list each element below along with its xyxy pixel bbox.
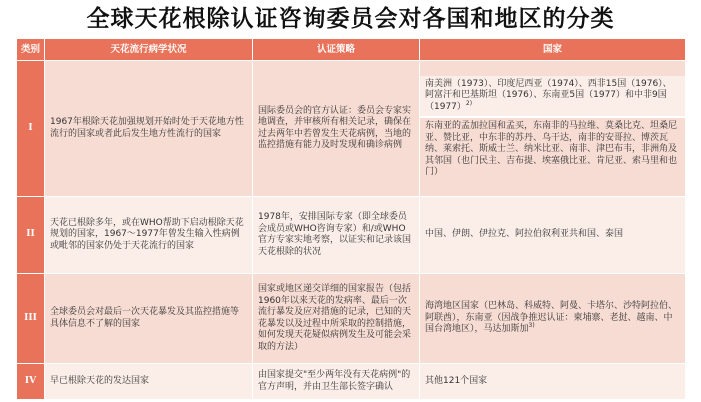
header-strategy: 认证策略 xyxy=(253,39,420,61)
status-cell: 早已根除天花的发达国家 xyxy=(45,364,253,400)
header-countries: 国家 xyxy=(420,39,686,61)
category-cell: II xyxy=(17,197,45,274)
strategy-cell: 由国家提交"至少两年没有天花病例"的官方声明，并由卫生部长签字确认 xyxy=(253,364,420,400)
countries-cell: 中国、伊朗、伊拉克、阿拉伯叙利亚共和国、泰国 xyxy=(420,197,686,274)
category-cell: III xyxy=(17,274,45,364)
strategy-cell: 国际委员会的官方认证：委员会专家实地调查，并审核所有相关记录，确保在过去两年中若曾发生天花病例，当地的监控措施有能力及时发现和确诊病例 xyxy=(253,61,420,197)
status-cell: 1967年根除天花加强规划开始时处于天花地方性流行的国家或者此后发生地方性流行的国家 xyxy=(45,61,253,197)
countries-text: 南美洲（1973）、印度尼西亚（1974）、西非15国（1976）、阿富汗和巴基斯坦（1976）、东南亚5国（1977）和中非9国（1977） xyxy=(425,78,672,112)
footnote-mark: 3) xyxy=(528,322,535,330)
classification-table xyxy=(16,38,686,400)
category-cell: I xyxy=(17,61,45,197)
footnote-mark: 2) xyxy=(465,99,473,107)
table-row xyxy=(17,364,686,400)
table-row xyxy=(17,61,686,197)
header-status: 天花流行病学状况 xyxy=(45,39,253,61)
table-row xyxy=(17,197,686,274)
countries-cell: 其他121个国家 xyxy=(420,364,686,400)
countries-subcell-b: 东南亚的孟加拉国和孟买，东南非的马拉维、莫桑比克、坦桑尼亚、赞比亚，中东非的苏丹、乌干达，南非的安哥拉、博茨瓦纳、莱索托、斯威士兰、纳米比亚、南非、津巴布韦，非洲角及其邻国（也门民主、吉布提、埃塞俄比亚、肯尼亚、索马里和也门） xyxy=(420,118,685,182)
header-row xyxy=(17,39,686,61)
status-cell: 全球委员会对最后一次天花暴发及其监控措施等具体信息不了解的国家 xyxy=(45,274,253,364)
strategy-cell: 国家或地区递交详细的国家报告（包括1960年以来天花的发病率、最后一次流行暴发及应对措施的记录，已知的天花暴发以及过程中所采取的控制措施，如何发现天花疑似病例发生及可能会采取的方法） xyxy=(253,274,420,364)
countries-text: 海湾地区国家（巴林岛、科威特、阿曼、卡塔尔、沙特阿拉伯、阿联酋），东南亚（因战争推迟认证：柬埔寨、老挝、越南、中国台湾地区），马达加斯加 xyxy=(425,301,678,335)
countries-subcell-a xyxy=(420,76,685,119)
status-cell: 天花已根除多年，或在WHO帮助下启动根除天花规划的国家，1967～1977年曾发生输入性病例或毗邻的国家仍处于天花流行的国家 xyxy=(45,197,253,274)
page-title: 全球天花根除认证咨询委员会对各国和地区的分类 xyxy=(86,6,615,32)
strategy-cell: 1978年，安排国际专家（即全球委员会成员或WHO咨询专家）和/或WHO官方专家实地考察，以证实和记录该国天花根除的状况 xyxy=(253,197,420,274)
countries-cell xyxy=(420,61,686,197)
category-cell: IV xyxy=(17,364,45,400)
table-row xyxy=(17,274,686,364)
countries-cell xyxy=(420,274,686,364)
header-category: 类别 xyxy=(17,39,45,61)
